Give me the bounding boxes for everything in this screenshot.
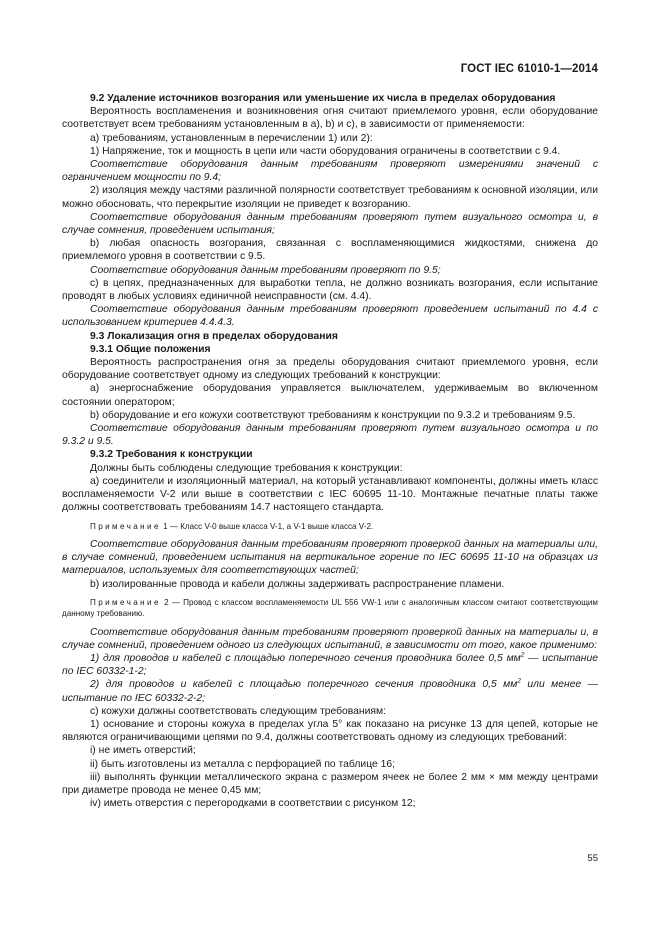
note-text: 1 — Класс V-0 выше класса V-1, а V-1 выше класса V-2.: [160, 521, 374, 531]
test-item-text: или менее — испытание по IEC 60332-2-2;: [62, 679, 598, 704]
compliance-note: Соответствие оборудования данным требованиям проверяют путем визуального осмотра и по 9.3.2 и 9.5.: [62, 423, 598, 448]
note-2: [62, 597, 598, 620]
compliance-note: Соответствие оборудования данным требованиям проверяют по 9.5;: [90, 264, 441, 276]
test-item-text: 2) для проводов и кабелей с площадью поперечного сечения проводника 0,5 мм: [90, 679, 518, 691]
superscript: 2: [517, 677, 521, 685]
list-item: c) в цепях, предназначенных для выработки тепла, не должно возникать возгорания, если испытание проводят в любых условиях единичной неисправности (см. 4.4).: [62, 277, 598, 303]
compliance-note: Соответствие оборудования данным требованиям проверяют измерениями значений с ограничением мощности по 9.4;: [62, 159, 598, 184]
document-header: ГОСТ IEC 61010-1—2014: [460, 63, 598, 75]
note-label: Примечание: [90, 597, 161, 607]
list-item: 1) Напряжение, ток и мощность в цепи или части оборудования ограничены в соответствии с 9.4.: [90, 145, 561, 157]
section-heading-9-3: 9.3 Локализация огня в пределах оборудования: [90, 330, 338, 342]
list-item: a) требованиям, установленным в перечислении 1) или 2):: [90, 132, 373, 144]
note-text: 2 — Провод с классом воспламеняемости UL 556 VW-1 или с аналогичным классом считают соответствующим данному требованию.: [62, 597, 598, 619]
test-item: [62, 652, 598, 678]
list-item: iii) выполнять функции металлического экрана с размером ячеек не более 2 мм × мм между центрами при диаметре провода не менее 0,45 мм;: [62, 771, 598, 796]
page-number: 55: [587, 853, 598, 864]
paragraph: Вероятность воспламенения и возникновения огня считают приемлемого уровня, если оборудование соответствует всем требованиям установленным в а), b) и с), в зависимости от применяемости:: [62, 106, 598, 131]
paragraph: Вероятность распространения огня за пределы оборудования считают приемлемого уровня, если оборудование соответствует одному из следующих требований к конструкции:: [62, 357, 598, 382]
list-item: ii) быть изготовлены из металла с перфорацией по таблице 16;: [90, 758, 396, 770]
list-item: iv) иметь отверстия с перегородками в соответствии с рисунком 12;: [90, 798, 416, 810]
compliance-note: Соответствие оборудования данным требованиям проверяют проведением испытаний по 4.4 с использованием критериев 4.4.4.3.: [62, 304, 598, 329]
list-item: b) любая опасность возгорания, связанная с воспламеняющимися жидкостями, снижена до приемлемого уровня в соответствии с 9.5.: [62, 238, 598, 263]
list-item: a) соединители и изоляционный материал, на который устанавливают компоненты, должны иметь класс воспламеняемости V-2 или выше в соответствии с IEC 60695 11-10. Монтажные печатные платы также должны соответствовать требованиям 14.7 настоящего стандарта.: [62, 475, 598, 514]
section-heading-9-3-1: 9.3.1 Общие положения: [90, 343, 211, 355]
list-item: b) изолированные провода и кабели должны задерживать распространение пламени.: [90, 578, 505, 590]
list-item: 2) изоляция между частями различной полярности соответствует требованиям к основной изоляции, или можно обосновать, что перекрытие изоляции не приведет к возгоранию.: [62, 185, 598, 210]
compliance-note: Соответствие оборудования данным требованиям проверяют проверкой данных на материалы или, в случае сомнений, проведением испытания на вертикальное горение по IEC 60695 11-10 на образцах из материалов, используемых для соответствующих частей;: [62, 538, 598, 577]
list-item: 1) основание и стороны кожуха в пределах угла 5° как показано на рисунке 13 для цепей, которые не являются ограничивающими цепями по 9.4, должны соответствовать одному из следующих требований:: [62, 718, 598, 744]
list-item: c) кожухи должны соответствовать следующим требованиям:: [90, 705, 386, 717]
list-item: b) оборудование и его кожухи соответствуют требованиям к конструкции по 9.3.2 и требованиям 9.5.: [90, 409, 576, 421]
document-body: [62, 92, 598, 810]
note-label: Примечание: [90, 521, 161, 531]
compliance-note: Соответствие оборудования данным требованиям проверяют путем визуального осмотра и, в случае сомнения, проведением испытания;: [62, 211, 598, 237]
compliance-note: Соответствие оборудования данным требованиям проверяют проверкой данных на материалы и, в случае сомнений, проведением одного из следующих испытаний, в зависимости от того, какое применимо:: [62, 626, 598, 651]
paragraph: Должны быть соблюдены следующие требования к конструкции:: [90, 462, 403, 474]
note-1: [62, 521, 598, 532]
superscript: 2: [520, 651, 525, 659]
test-item: [62, 678, 598, 704]
list-item: a) энергоснабжение оборудования управляется выключателем, удерживаемым во включенном состоянии оператором;: [62, 383, 598, 408]
list-item: i) не иметь отверстий;: [90, 745, 196, 757]
test-item-text: — испытание по IEC 60332-1-2;: [62, 652, 598, 678]
section-heading-9-2: 9.2 Удаление источников возгорания или уменьшение их числа в пределах оборудования: [90, 93, 556, 104]
section-heading-9-3-2: 9.3.2 Требования к конструкции: [90, 449, 253, 461]
test-item-text: 1) для проводов и кабелей с площадью поперечного сечения проводника более 0,5 мм: [90, 652, 521, 664]
